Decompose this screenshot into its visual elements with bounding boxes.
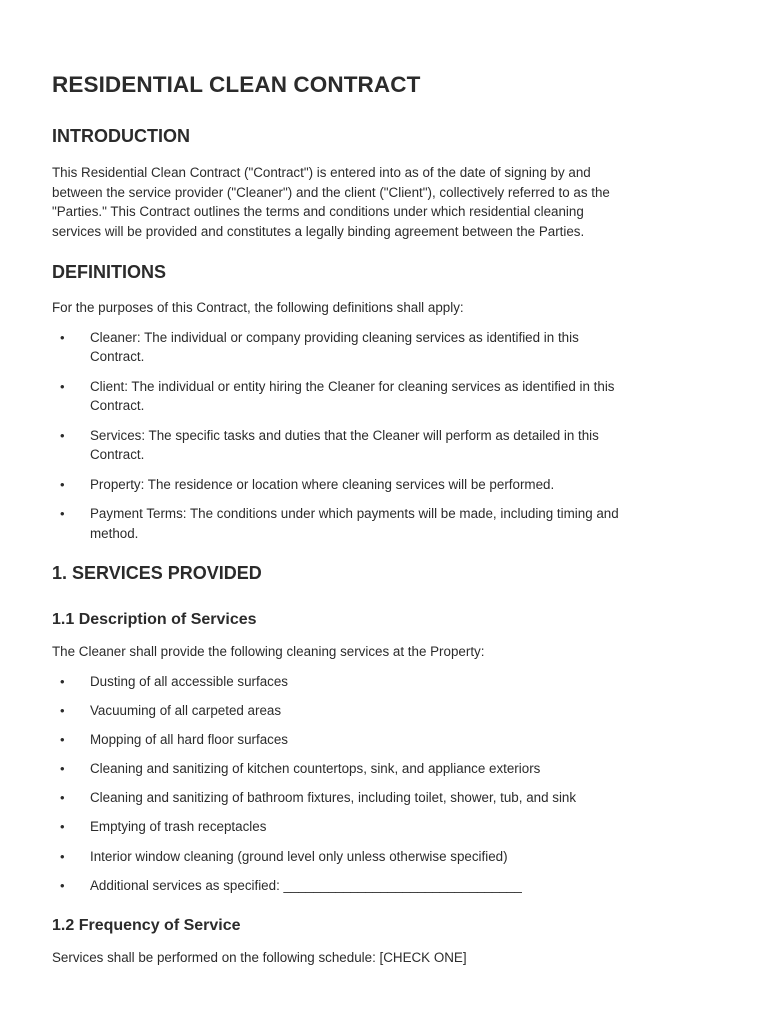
introduction-line: "Parties." This Contract outlines the terms and conditions under which residential cleaning bbox=[52, 204, 584, 219]
list-item bbox=[52, 817, 718, 837]
list-item bbox=[52, 377, 718, 416]
list-item bbox=[52, 672, 718, 692]
list-item-text: Cleaning and sanitizing of kitchen countertops, sink, and appliance exteriors bbox=[90, 761, 541, 777]
list-item-text: Client: The individual or entity hiring the Cleaner for cleaning services as identified in this bbox=[90, 378, 615, 394]
list-item-text: Contract. bbox=[90, 349, 145, 364]
frequency-subsection bbox=[52, 917, 718, 968]
list-item bbox=[52, 328, 718, 367]
list-item-text: Services: The specific tasks and duties that the Cleaner will perform as detailed in this bbox=[90, 427, 599, 443]
list-item bbox=[52, 847, 718, 867]
introduction-heading: INTRODUCTION bbox=[52, 126, 190, 146]
bullet-icon: • bbox=[60, 702, 65, 718]
list-item-text: Property: The residence or location where cleaning services will be performed. bbox=[90, 476, 555, 492]
list-item bbox=[52, 759, 718, 779]
list-item bbox=[52, 876, 718, 896]
bullet-icon: • bbox=[60, 848, 65, 864]
introduction-line: This Residential Clean Contract ("Contract") is entered into as of the date of signing by and bbox=[52, 165, 591, 180]
bullet-icon: • bbox=[60, 673, 65, 689]
list-item bbox=[52, 788, 718, 808]
list-item-text: Additional services as specified: ________________________________ bbox=[90, 877, 522, 893]
introduction-line: between the service provider ("Cleaner") and the client ("Client"), collectively referred to as the bbox=[52, 184, 610, 200]
list-item-text: Cleaning and sanitizing of bathroom fixtures, including toilet, shower, tub, and sink bbox=[90, 790, 577, 806]
introduction-line: services will be provided and constitutes a legally binding agreement between the Parties. bbox=[52, 223, 585, 239]
list-item-text: Payment Terms: The conditions under which payments will be made, including timing and bbox=[90, 506, 619, 521]
introduction-section bbox=[52, 126, 718, 241]
bullet-icon: • bbox=[60, 790, 65, 806]
bullet-icon: • bbox=[60, 819, 65, 835]
list-item-text: Dusting of all accessible surfaces bbox=[90, 673, 288, 689]
list-item-text: Interior window cleaning (ground level only unless otherwise specified) bbox=[90, 848, 508, 864]
list-item bbox=[52, 730, 718, 750]
list-item-text: Emptying of trash receptacles bbox=[90, 819, 267, 835]
list-item-text: Cleaner: The individual or company providing cleaning services as identified in this bbox=[90, 329, 579, 345]
introduction-paragraph bbox=[52, 163, 718, 241]
description-subsection bbox=[52, 611, 718, 895]
services-section bbox=[52, 563, 718, 584]
document-title: RESIDENTIAL CLEAN CONTRACT bbox=[52, 72, 421, 97]
bullet-icon: • bbox=[60, 761, 65, 777]
list-item-text: method. bbox=[90, 525, 139, 541]
list-item-text: Contract. bbox=[90, 398, 145, 413]
frequency-text: Services shall be performed on the following schedule: [CHECK ONE] bbox=[52, 950, 467, 965]
list-item-text: Contract. bbox=[90, 447, 145, 462]
services-list bbox=[52, 672, 718, 896]
list-item bbox=[52, 475, 718, 495]
services-heading: 1. SERVICES PROVIDED bbox=[52, 563, 262, 583]
bullet-icon: • bbox=[60, 506, 65, 521]
definitions-section bbox=[52, 262, 718, 543]
bullet-icon: • bbox=[60, 476, 65, 492]
list-item-text: Vacuuming of all carpeted areas bbox=[90, 702, 282, 718]
list-item bbox=[52, 504, 718, 543]
definitions-list bbox=[52, 328, 718, 544]
list-item bbox=[52, 426, 718, 465]
description-intro: The Cleaner shall provide the following cleaning services at the Property: bbox=[52, 644, 485, 659]
description-heading: 1.1 Description of Services bbox=[52, 611, 257, 628]
list-item bbox=[52, 701, 718, 721]
bullet-icon: • bbox=[60, 731, 65, 747]
bullet-icon: • bbox=[60, 329, 65, 345]
list-item-text: Mopping of all hard floor surfaces bbox=[90, 731, 288, 747]
frequency-heading: 1.2 Frequency of Service bbox=[52, 917, 241, 934]
bullet-icon: • bbox=[60, 877, 65, 893]
definitions-heading: DEFINITIONS bbox=[52, 262, 167, 282]
bullet-icon: • bbox=[60, 378, 65, 394]
bullet-icon: • bbox=[60, 427, 65, 443]
definitions-intro: For the purposes of this Contract, the following definitions shall apply: bbox=[52, 300, 464, 315]
